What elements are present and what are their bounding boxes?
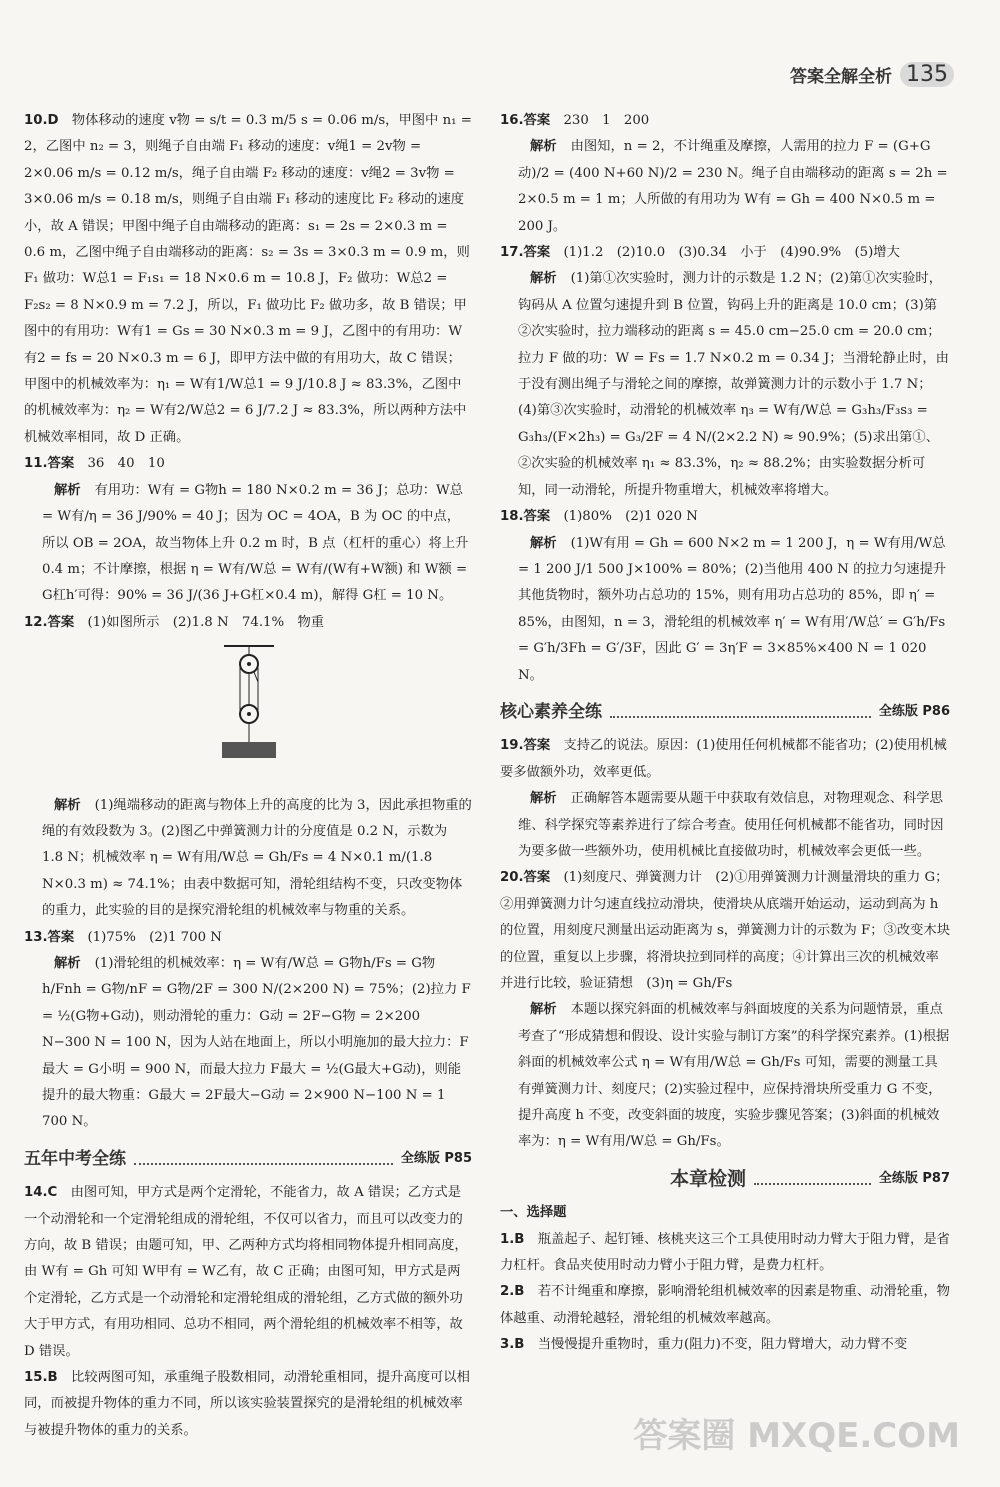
answer-text: (1)80% (2)1 020 N — [563, 509, 698, 525]
analysis-tag: 解析 — [530, 535, 557, 551]
body-text: 瓶盖起子、起钉锤、核桃夹这三个工具使用时动力臂大于阻力臂，是省力杠杆。食品夹使用时动力臂小于阻力臂，是费力杠杆。 — [500, 1231, 950, 1274]
answer-text: (1)如图所示 (2)1.8 N 74.1% 物重 — [87, 614, 325, 630]
left-column — [24, 108, 472, 1444]
analysis — [500, 531, 950, 689]
question-answer — [24, 925, 472, 951]
section-title: 核心素养全练 — [500, 701, 602, 722]
pulley-diagram — [214, 642, 304, 772]
question-answer — [500, 865, 950, 997]
body-text: 若不计绳重和摩擦，影响滑轮组机械效率的因素是物重、动滑轮重，物体越重、动滑轮越轻，滑轮组的机械效率越高。 — [500, 1284, 950, 1326]
dotted-leader — [610, 706, 871, 718]
answer-text: 支持乙的说法。原因：(1)使用任何机械都不能省功；(2)使用机械要多做额外功，效率更低。 — [500, 738, 947, 780]
watermark: 答案圈 MXQE.COM — [633, 1416, 960, 1456]
answer-text: (1)75% (2)1 700 N — [87, 929, 222, 945]
section-heading — [500, 699, 950, 725]
question-answer — [24, 1365, 472, 1444]
header-label: 答案全解全析 — [790, 67, 892, 87]
section-page-ref: 全练版 P86 — [878, 703, 950, 719]
analysis-tag: 解析 — [530, 1002, 557, 1018]
section-page-ref: 全练版 P85 — [400, 1150, 472, 1166]
right-column — [500, 108, 950, 1359]
body-text: 由图知，n = 2，不计绳重及摩擦，人需用的拉力 F = (G+G动)/2 = (400 N+60 N)/2 = 230 N。绳子自由端移动的距离 s = 2h = 2×0.5 m = 1 m；人所做的有用功为 W有 = Gh = 400 N×0.5 m = 200 J。 — [518, 139, 948, 234]
body-text: 当慢慢提升重物时，重力(阻力)不变，阻力臂增大，动力臂不变 — [537, 1337, 908, 1353]
question-number: 16.答案 — [500, 113, 551, 128]
question-answer — [500, 733, 950, 786]
page-header — [790, 62, 954, 87]
question-number: 11.答案 — [24, 456, 75, 472]
answer-text: 230 1 200 — [563, 113, 650, 128]
subsection-title: 一、选择题 — [500, 1205, 567, 1221]
question-number: 19.答案 — [500, 738, 551, 754]
analysis — [24, 478, 472, 610]
analysis — [500, 266, 950, 504]
analysis — [500, 997, 950, 1155]
question-number: 1.B — [500, 1231, 525, 1247]
question-number: 20.答案 — [500, 870, 551, 886]
question-answer — [500, 108, 950, 134]
answer-text: 36 40 10 — [87, 456, 165, 472]
question-answer — [500, 240, 950, 266]
analysis — [500, 134, 950, 240]
section-page-ref: 全练版 P87 — [878, 1170, 950, 1186]
question-answer — [24, 1180, 472, 1365]
body-text: 正确解答本题需要从题干中获取有效信息，对物理观念、科学思维、科学探究等素养进行了综合考查。使用任何机械都不能省功，同时因为要多做一些额外功，使用机械比直接做功时，机械效率会更低一些。 — [518, 791, 944, 859]
dotted-leader — [754, 1173, 871, 1185]
analysis — [500, 786, 950, 865]
question-answer — [500, 1279, 950, 1332]
question-number: 10.D — [24, 113, 59, 128]
question-answer — [24, 451, 472, 477]
body-text: 本题以探究斜面的机械效率与斜面坡度的关系为问题情景，重点考查了“形成猜想和假设、设计实验与制订方案”的科学探究素养。(1)根据斜面的机械效率公式 η = W有用/W总 = Gh/Fs 可知，需要的测量工具有弹簧测力计、刻度尺；(2)实验过程中，应保持滑块所受重力 G 不变，提升高度 h 不变，改变斜面的坡度，实验步骤见答案；(3)斜面的机械效率为：η = W有用/W总 = Gh/Fs。 — [518, 1002, 950, 1150]
question-answer — [24, 610, 472, 636]
question-number: 18.答案 — [500, 509, 551, 525]
question-answer — [500, 1332, 950, 1358]
question-answer — [500, 504, 950, 530]
answer-text: (1)刻度尺、弹簧测力计 (2)①用弹簧测力计测量滑块的重力 G；②用弹簧测力计匀速直线拉动滑块，使滑块从底端开始运动，运动到高为 h 的位置，用刻度尺测量出运动距离为 s，弹簧测力计的示数为 F；③改变木块的位置，重复以上步骤，将滑块拉到同样的高度；④计算出三次的机械效率并进行比较，验证猜想 (3)η = Gh/Fs — [500, 870, 951, 991]
question-answer — [24, 108, 472, 451]
section-heading — [24, 1146, 472, 1172]
analysis — [24, 951, 472, 1136]
analysis-tag: 解析 — [530, 791, 557, 807]
question-answer — [500, 1227, 950, 1280]
analysis-tag: 解析 — [54, 482, 81, 498]
answer-text: (1)1.2 (2)10.0 (3)0.34 小于 (4)90.9% (5)增大 — [563, 245, 900, 261]
question-number: 15.B — [24, 1370, 58, 1386]
section-title: 本章检测 — [670, 1167, 747, 1190]
body-text: (1)第①次实验时，测力计的示数是 1.2 N；(2)第①次实验时，钩码从 A 位置匀速提升到 B 位置，钩码上升的距离是 10.0 cm；(3)第②次实验时，拉力端移动的距离 s = 45.0 cm−25.0 cm = 20.0 cm；拉力 F 做的功：W = Fs = 1.7 N×0.2 m = 0.34 J；当滑轮静止时，由于没有测出绳子与滑轮之间的摩擦，故弹簧测力计的示数小于 1.7 N；(4)第③次实验时，动滑轮的机械效率 η₃ = W有/W总 = G₃h₃/F₃s₃ = G₃h₃/(F×2h₃) = G₃/2F = 4 N/(2×2.2 N) ≈ 90.9%；(5)求出第①、②次实验的机械效率 η₁ ≈ 83.3%，η₂ ≈ 88.2%；由实验数据分析可知，同一动滑轮，所提升物重增大，机械效率将增大。 — [518, 271, 949, 498]
analysis — [24, 793, 472, 925]
body-text: (1)绳端移动的距离与物体上升的高度的比为 3，因此承担物重的绳的有效段数为 3。(2)图乙中弹簧测力计的分度值是 0.2 N，示数为 1.8 N；机械效率 η = W有用/W总 = Gh/Fs = 4 N×0.1 m/(1.8 N×0.3 m) ≈ 74.1%；由表中数据可知，滑轮组结构不变，只改变物体的重力，此实验的目的是探究滑轮组的机械效率与物重的关系。 — [42, 797, 472, 919]
question-number: 17.答案 — [500, 245, 551, 261]
question-number: 12.答案 — [24, 614, 75, 630]
analysis-tag: 解析 — [530, 139, 557, 155]
question-number: 3.B — [500, 1337, 525, 1353]
body-text: 比较两图可知，承重绳子股数相同，动滑轮重相同，提升高度可以相同，而被提升物体的重力不同，所以该实验装置探究的是滑轮组的机械效率与被提升物体的重力的关系。 — [24, 1370, 470, 1438]
section-title: 五年中考全练 — [24, 1148, 126, 1169]
question-number: 14.C — [24, 1185, 58, 1201]
page-number: 135 — [900, 62, 954, 87]
body-text: 物体移动的速度 v物 = s/t = 0.3 m/5 s = 0.06 m/s，甲图中 n₁ = 2，乙图中 n₂ = 3，则绳子自由端 F₁ 移动的速度：v绳1 = 2v物 = 2×0.06 m/s = 0.12 m/s，绳子自由端 F₂ 移动的速度：v绳2 = 3v物 = 3×0.06 m/s = 0.18 m/s，则绳子自由端 F₁ 移动的速度比 F₂ 移动的速度小，故 A 错误；甲图中绳子自由端移动的距离：s₁ = 2s = 2×0.3 m = 0.6 m，乙图中绳子自由端移动的距离：s₂ = 3s = 3×0.3 m = 0.9 m，则 F₁ 做功：W总1 = F₁s₁ = 18 N×0.6 m = 10.8 J，F₂ 做功：W总2 = F₂s₂ = 8 N×0.9 m = 7.2 J，所以，F₁ 做功比 F₂ 做功多，故 B 错误；甲图中的有用功：W有1 = Gs = 30 N×0.3 m = 9 J，乙图中的有用功：W有2 = fs = 20 N×0.3 m = 6 J，即甲方法中做的有用功大，故 C 错误；甲图中的机械效率为：η₁ = W有1/W总1 = 9 J/10.8 J ≈ 83.3%，乙图中的机械效率为：η₂ = W有2/W总2 = 6 J/7.2 J ≈ 83.3%，所以两种方法中机械效率相同，故 D 正确。 — [24, 113, 472, 445]
section-heading — [500, 1166, 950, 1192]
body-text: (1)W有用 = Gh = 600 N×2 m = 1 200 J，η = W有用/W总 = 1 200 J/1 500 J×100% = 80%；(2)当他用 400 N 的拉力匀速提升其他货物时，额外功占总功的 15%，则有用功占总功的 85%，即 η′ = 85%，由图知，n = 3，滑轮组的机械效率 η′ = W有用′/W总′ = G′h/Fs = G′h/3Fh = G′/3F，因此 G′ = 3η′F = 3×85%×400 N = 1 020 N。 — [518, 535, 947, 683]
body-text: 由图可知，甲方式是两个定滑轮，不能省力，故 A 错误；乙方式是一个动滑轮和一个定滑轮组成的滑轮组，不仅可以省力，而且可以改变力的方向，故 B 错误；由题可知，甲、乙两种方式均将相同物体提升相同高度，由 W有 = Gh 可知 W甲有 = W乙有，故 C 正确；由图可知，甲方式是两个定滑轮，乙方式是一个动滑轮和定滑轮组成的滑轮组，乙方式做的额外功大于甲方式，有用功相同、总功不相同，两个滑轮组的机械效率不相等，故 D 错误。 — [24, 1185, 468, 1359]
dotted-leader — [134, 1153, 393, 1165]
question-number: 13.答案 — [24, 929, 75, 945]
analysis-tag: 解析 — [530, 271, 557, 287]
body-text: 有用功：W有 = G物h = 180 N×0.2 m = 36 J；总功：W总 = W有/η = 36 J/90% = 40 J；因为 OC = 4OA，B 为 OC 的中点，所以 OB = 2OA，故当物体上升 0.2 m 时，B 点（杠杆的重心）将上升 0.4 m；不计摩擦，根据 η = W有/W总 = W有/(W有+W额) 和 W额 = G杠h′可得：90% = 36 J/(36 J+G杠×0.4 m)，解得 G杠 = 10 N。 — [42, 482, 469, 604]
question-number: 2.B — [500, 1284, 525, 1300]
body-text: (1)滑轮组的机械效率：η = W有/W总 = G物h/Fs = G物h/Fnh = G物/nF = G物/2F = 300 N/(2×200 N) = 75%；(2)拉力 F = ½(G物+G动)，则动滑轮的重力：G动 = 2F−G物 = 2×200 N−300 N = 100 N，因为人站在地面上，所以小明施加的最大拉力：F最大 = G小明 = 900 N，而最大拉力 F最大 = ½(G最大+G动)，则能提升的最大物重：G最大 = 2F最大−G动 = 2×900 N−100 N = 1 700 N。 — [42, 955, 471, 1130]
analysis-tag: 解析 — [54, 797, 81, 813]
analysis-tag: 解析 — [54, 955, 81, 971]
